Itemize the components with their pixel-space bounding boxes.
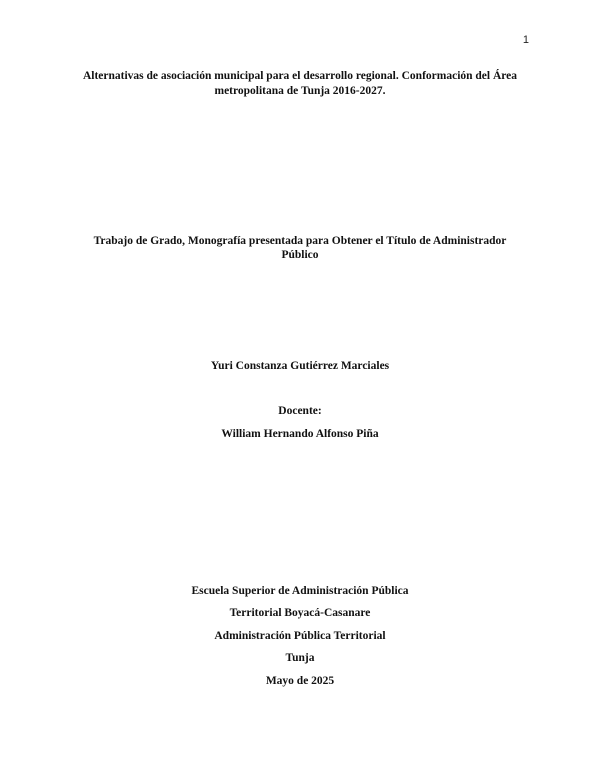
institution-school: Escuela Superior de Administración Pública (191, 585, 409, 597)
institution-territorial: Territorial Boyacá-Casanare (229, 607, 371, 619)
page-number: 1 (522, 34, 529, 46)
author-name: Yuri Constanza Gutiérrez Marciales (210, 360, 390, 372)
advisor-name: William Hernando Alfonso Piña (221, 428, 379, 440)
institution-city: Tunja (285, 652, 315, 664)
title-line-1: Alternativas de asociación municipal para el desarrollo regional. Conformación del Área (82, 70, 518, 82)
institution-program: Administración Pública Territorial (214, 630, 386, 642)
title-line-2: metropolitana de Tunja 2016-2027. (214, 85, 386, 97)
degree-line-1: Trabajo de Grado, Monografía presentada para Obtener el Título de Administrador (93, 235, 507, 247)
advisor-label: Docente: (278, 405, 322, 417)
degree-line-2: Público (281, 249, 319, 261)
institution-date: Mayo de 2025 (265, 675, 335, 687)
